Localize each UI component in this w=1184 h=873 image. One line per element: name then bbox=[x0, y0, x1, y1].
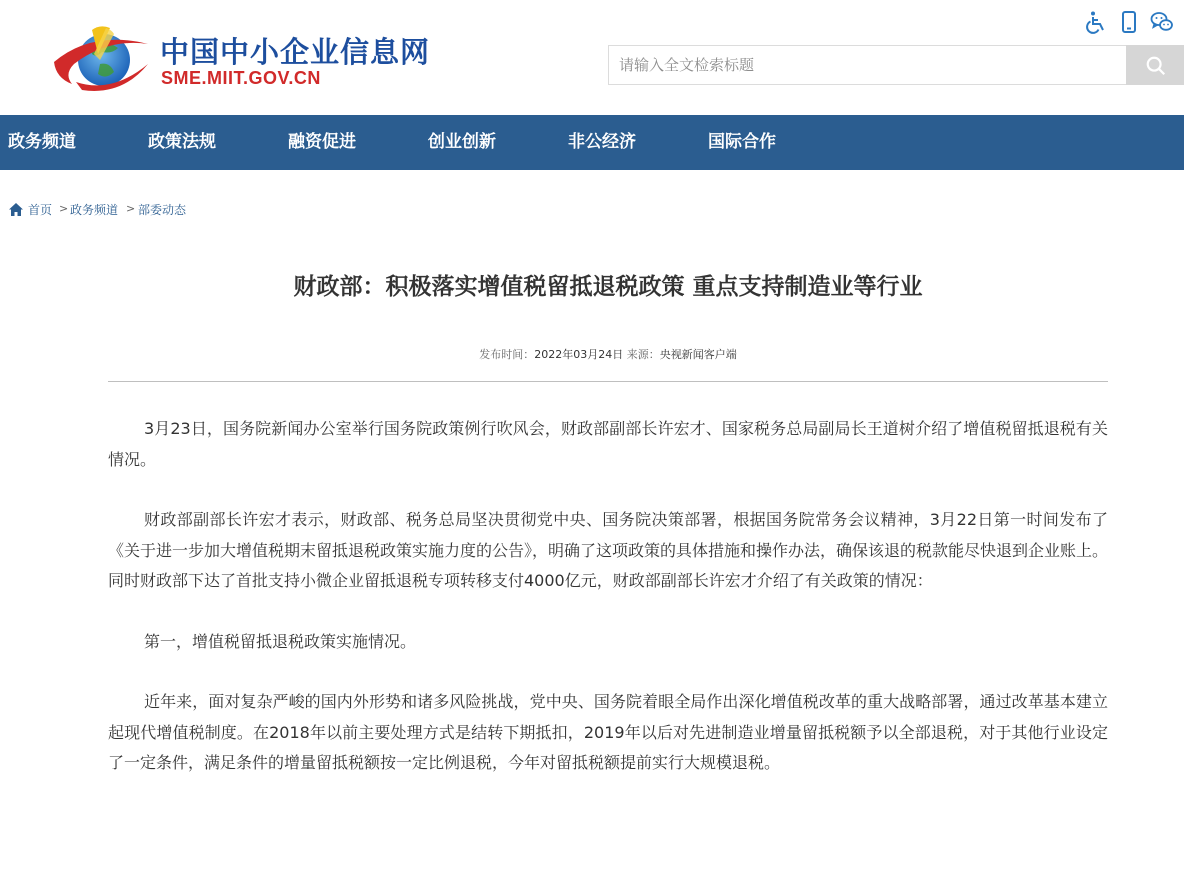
article-source: 央视新闻客户端 bbox=[659, 348, 737, 361]
site-logo[interactable] bbox=[52, 24, 472, 94]
main-nav bbox=[0, 115, 1184, 170]
date-label: 发布时间： bbox=[479, 348, 535, 361]
accessibility-icon[interactable] bbox=[1084, 10, 1108, 34]
article-paragraph: 第一，增值税留抵退税政策实施情况。 bbox=[144, 631, 417, 651]
nav-item-innovation[interactable]: 创业创新 bbox=[428, 132, 496, 152]
nav-item-international[interactable]: 国际合作 bbox=[708, 132, 776, 152]
search-bar bbox=[608, 45, 1184, 85]
mobile-icon[interactable] bbox=[1117, 10, 1141, 34]
site-name-en: SME.MIIT.GOV.CN bbox=[161, 68, 321, 88]
nav-item-policy[interactable]: 政策法规 bbox=[148, 132, 216, 152]
source-label: 来源： bbox=[626, 348, 660, 361]
search-input[interactable] bbox=[608, 45, 1126, 85]
article-title: 财政部：积极落实增值税留抵退税政策 重点支持制造业等行业 bbox=[293, 274, 923, 300]
home-icon[interactable] bbox=[8, 202, 24, 217]
article-body bbox=[108, 414, 1108, 809]
nav-item-financing[interactable]: 融资促进 bbox=[288, 132, 356, 152]
breadcrumb-separator: > bbox=[59, 202, 69, 215]
site-header bbox=[0, 0, 1184, 115]
article-paragraph: 近年来，面对复杂严峻的国内外形势和诸多风险挑战，党中央、国务院着眼全局作出深化增值税改革的重大战略部署，通过改革基本建立起现代增值税制度。在2018年以前主要处理方式是结转下期抵扣，2019年以后对先进制造业增量留抵税额予以全部退税，对于其他行业设定了一定条件，满足条件的增量留抵税额按一定比例退税，今年对留抵税额提前实行大规模退税。 bbox=[108, 692, 1108, 772]
title-divider bbox=[108, 381, 1108, 382]
breadcrumb-government[interactable]: 政务频道 bbox=[70, 203, 119, 217]
breadcrumb-ministry-news[interactable]: 部委动态 bbox=[138, 203, 187, 217]
site-name-cn: 中国中小企业信息网 bbox=[160, 35, 431, 69]
breadcrumb-separator: > bbox=[126, 202, 136, 215]
wechat-icon[interactable] bbox=[1150, 10, 1174, 34]
article-meta bbox=[0, 346, 1184, 362]
publish-date: 2022年03月24日 bbox=[534, 348, 624, 361]
breadcrumb-home[interactable]: 首页 bbox=[28, 203, 53, 217]
search-button[interactable] bbox=[1126, 45, 1184, 85]
article-paragraph: 3月23日，国务院新闻办公室举行国务院政策例行吹风会，财政部副部长许宏才、国家税务总局副局长王道树介绍了增值税留抵退税有关情况。 bbox=[108, 419, 1108, 469]
nav-item-private-economy[interactable]: 非公经济 bbox=[568, 132, 636, 152]
article-paragraph: 财政部副部长许宏才表示，财政部、税务总局坚决贯彻党中央、国务院决策部署，根据国务院常务会议精神，3月22日第一时间发布了《关于进一步加大增值税期末留抵退税政策实施力度的公告》，明确了这项政策的具体措施和操作办法，确保该退的税款能尽快退到企业账上。同时财政部下达了首批支持小微企业留抵退税专项转移支付4000亿元，财政部副部长许宏才介绍了有关政策的情况： bbox=[108, 510, 1109, 590]
globe-logo-icon bbox=[52, 24, 152, 94]
nav-item-government[interactable]: 政务频道 bbox=[8, 132, 76, 152]
search-icon bbox=[1145, 55, 1167, 77]
